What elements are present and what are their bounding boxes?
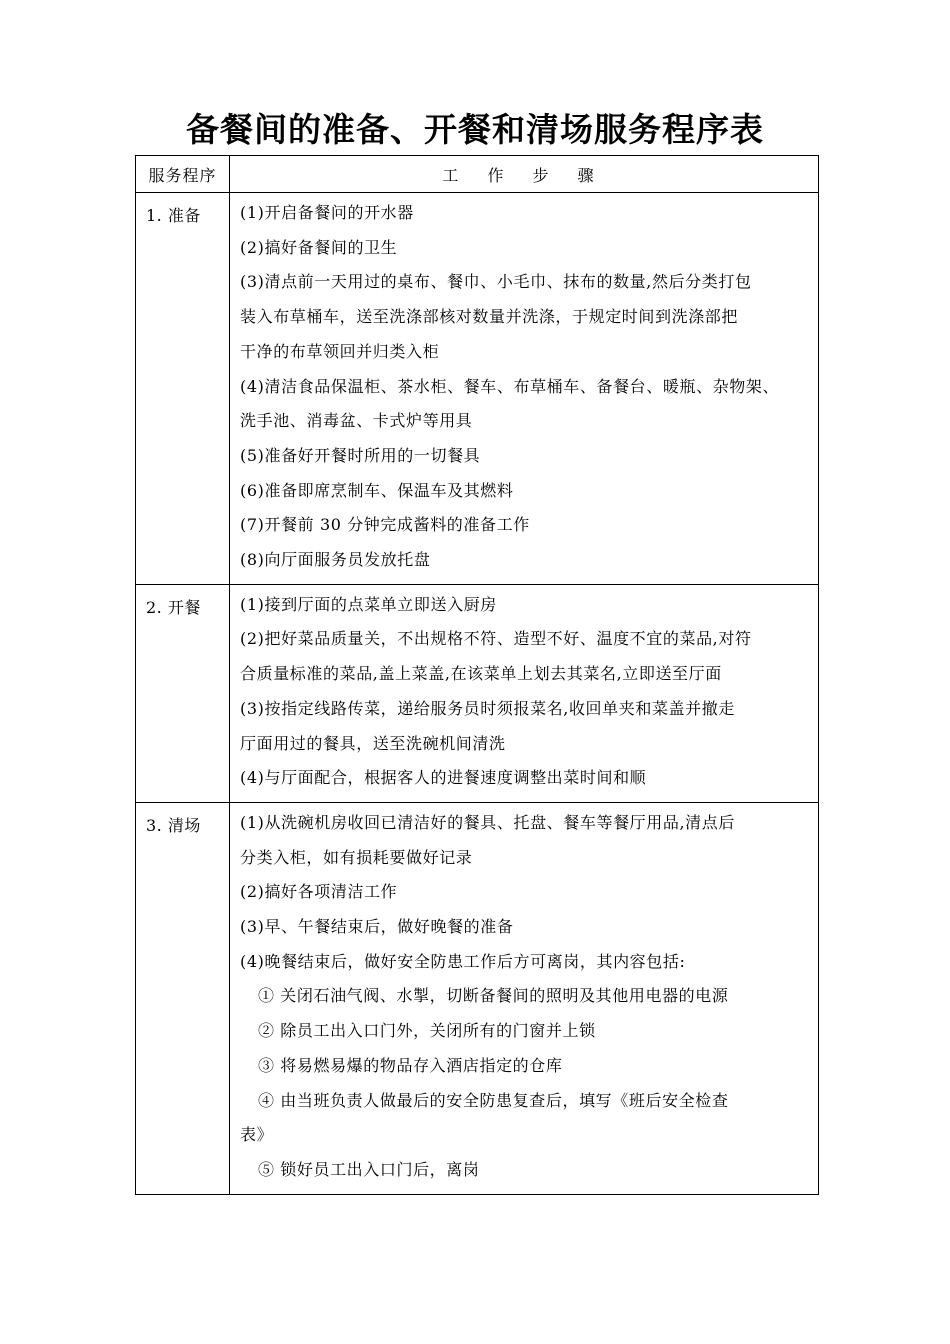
step-line: (3)早、午餐结束后，做好晚餐的准备 (240, 917, 514, 937)
step-line: (1)接到厅面的点菜单立即送入厨房 (240, 594, 497, 614)
step-line: 合质量标准的菜品,盖上菜盖,在该菜单上划去其菜名,立即送至厅面 (240, 664, 722, 684)
header-work-steps: 工 作 步 骤 (230, 156, 819, 193)
step-line: (4)晚餐结束后，做好安全防患工作后方可离岗，其内容包括: (240, 951, 686, 971)
step-line: (3)清点前一天用过的桌布、餐巾、小毛巾、抹布的数量,然后分类打包 (240, 272, 752, 292)
step-line: (7)开餐前 30 分钟完成酱料的准备工作 (240, 515, 530, 535)
service-procedure-table (135, 155, 819, 1195)
step-line: 厅面用过的餐具，送至洗碗机间清洗 (240, 733, 506, 753)
step-line: 分类入柜，如有损耗要做好记录 (240, 847, 473, 867)
table-row-preparation (136, 193, 819, 585)
step-line: (3)按指定线路传菜，递给服务员时须报菜名,收回单夹和菜盖并撤走 (240, 698, 735, 718)
step-subline-continuation: 表》 (240, 1125, 274, 1145)
steps-clearing (230, 802, 819, 1194)
step-line: (5)准备好开餐时所用的一切餐具 (240, 445, 481, 465)
row-label-preparation: 1. 准备 (136, 193, 230, 585)
header-service-procedure: 服务程序 (136, 156, 230, 193)
steps-preparation (230, 193, 819, 585)
step-line: (6)准备即席烹制车、保温车及其燃料 (240, 480, 514, 500)
step-line: (4)与厅面配合，根据客人的进餐速度调整出菜时间和顺 (240, 768, 647, 788)
step-subline: ④ 由当班负责人做最后的安全防患复查后，填写《班后安全检查 (258, 1090, 729, 1110)
table-row-clearing (136, 802, 819, 1194)
row-label-service: 2. 开餐 (136, 584, 230, 802)
step-line: (2)搞好备餐间的卫生 (240, 237, 398, 257)
step-line: (2)把好菜品质量关，不出规格不符、造型不好、温度不宜的菜品,对符 (240, 629, 752, 649)
step-line: (1)从洗碗机房收回已清洁好的餐具、托盘、餐车等餐厅用品,清点后 (240, 812, 735, 832)
step-line: (4)清洁食品保温柜、茶水柜、餐车、布草桶车、备餐台、暖瓶、杂物架、 (240, 376, 780, 396)
step-subline: ② 除员工出入口门外，关闭所有的门窗并上锁 (258, 1021, 596, 1041)
row-label-clearing: 3. 清场 (136, 802, 230, 1194)
step-line: 装入布草桶车，送至洗涤部核对数量并洗涤，于规定时间到洗涤部把 (240, 307, 739, 327)
step-line: (8)向厅面服务员发放托盘 (240, 550, 431, 570)
step-line: (2)搞好各项清洁工作 (240, 882, 398, 902)
page-title: 备餐间的准备、开餐和清场服务程序表 (186, 110, 764, 149)
step-line: 干净的布草领回并归类入柜 (240, 341, 440, 361)
table-header-row (136, 156, 819, 193)
step-line: 洗手池、消毒盆、卡式炉等用具 (240, 411, 473, 431)
step-line: (1)开启备餐问的开水器 (240, 203, 414, 222)
step-subline: ⑤ 锁好员工出入口门后，离岗 (258, 1159, 480, 1179)
step-subline: ③ 将易燃易爆的物品存入酒店指定的仓库 (258, 1055, 563, 1075)
steps-service (230, 584, 819, 802)
step-subline: ① 关闭石油气阀、水掣，切断备餐间的照明及其他用电器的电源 (258, 986, 729, 1006)
table-row-service (136, 584, 819, 802)
